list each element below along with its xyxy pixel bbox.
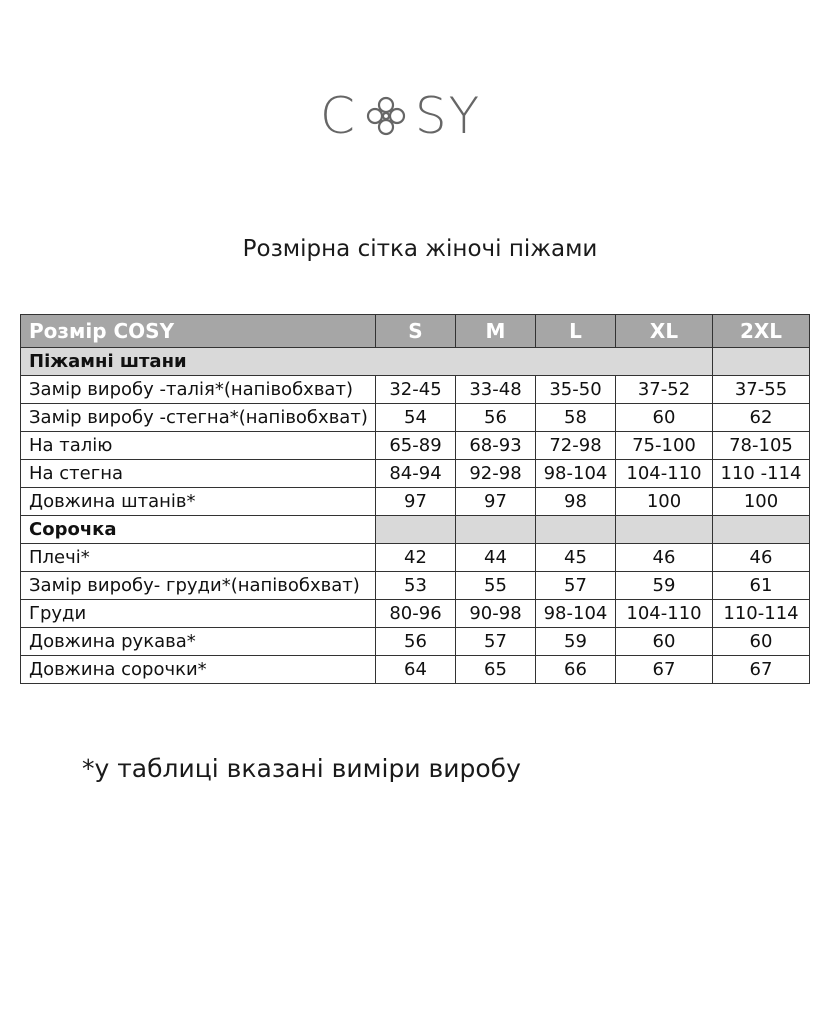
table-row: [21, 404, 810, 432]
row-label: Довжина сорочки*: [21, 656, 376, 684]
size-value-cell: 65: [456, 656, 536, 684]
row-label: Довжина штанів*: [21, 488, 376, 516]
size-value-cell: 80-96: [376, 600, 456, 628]
flower-icon: [361, 91, 411, 141]
row-label: Плечі*: [21, 544, 376, 572]
table-row: [21, 572, 810, 600]
size-chart-table: [20, 314, 810, 684]
table-row: [21, 600, 810, 628]
footnote: *у таблиці вказані виміри виробу: [82, 754, 521, 783]
size-value-cell: 44: [456, 544, 536, 572]
size-value-cell: 46: [713, 544, 810, 572]
size-value-cell: 110-114: [713, 600, 810, 628]
size-value-cell: 67: [713, 656, 810, 684]
header-size-m: M: [456, 315, 536, 348]
section-fill-cell: [376, 516, 456, 544]
size-value-cell: 97: [376, 488, 456, 516]
size-value-cell: 56: [456, 404, 536, 432]
size-value-cell: 64: [376, 656, 456, 684]
row-label: На талію: [21, 432, 376, 460]
size-value-cell: 46: [616, 544, 713, 572]
size-value-cell: 84-94: [376, 460, 456, 488]
size-value-cell: 65-89: [376, 432, 456, 460]
table-row: [21, 488, 810, 516]
table-row: [21, 376, 810, 404]
row-label: На стегна: [21, 460, 376, 488]
size-value-cell: 37-55: [713, 376, 810, 404]
size-value-cell: 56: [376, 628, 456, 656]
table-row: [21, 656, 810, 684]
table-row: [21, 628, 810, 656]
size-value-cell: 35-50: [536, 376, 616, 404]
table-header-row: [21, 315, 810, 348]
section-fill-cell: [616, 516, 713, 544]
logo-letter-c: C: [320, 87, 357, 145]
row-label: Замір виробу- груди*(напівобхват): [21, 572, 376, 600]
row-label: Довжина рукава*: [21, 628, 376, 656]
size-value-cell: 54: [376, 404, 456, 432]
section-fill-cell: [713, 516, 810, 544]
size-value-cell: 72-98: [536, 432, 616, 460]
section-row: [21, 348, 810, 376]
size-value-cell: 59: [616, 572, 713, 600]
size-value-cell: 78-105: [713, 432, 810, 460]
header-size-xl: XL: [616, 315, 713, 348]
size-value-cell: 42: [376, 544, 456, 572]
header-size-l: L: [536, 315, 616, 348]
size-value-cell: 61: [713, 572, 810, 600]
table-row: [21, 432, 810, 460]
table-row: [21, 460, 810, 488]
size-value-cell: 55: [456, 572, 536, 600]
size-value-cell: 97: [456, 488, 536, 516]
header-size-2xl: 2XL: [713, 315, 810, 348]
cosy-logo: [320, 86, 481, 146]
header-size-label: Розмір COSY: [21, 315, 376, 348]
size-value-cell: 60: [713, 628, 810, 656]
size-value-cell: 67: [616, 656, 713, 684]
size-value-cell: 75-100: [616, 432, 713, 460]
size-value-cell: 90-98: [456, 600, 536, 628]
size-value-cell: 104-110: [616, 600, 713, 628]
size-value-cell: 104-110: [616, 460, 713, 488]
row-label: Замір виробу -стегна*(напівобхват): [21, 404, 376, 432]
size-value-cell: 98-104: [536, 460, 616, 488]
section-title: Сорочка: [21, 516, 376, 544]
section-row: [21, 516, 810, 544]
size-value-cell: 53: [376, 572, 456, 600]
table-row: [21, 544, 810, 572]
size-value-cell: 60: [616, 404, 713, 432]
row-label: Замір виробу -талія*(напівобхват): [21, 376, 376, 404]
size-value-cell: 33-48: [456, 376, 536, 404]
size-value-cell: 100: [713, 488, 810, 516]
size-value-cell: 57: [456, 628, 536, 656]
size-value-cell: 59: [536, 628, 616, 656]
size-value-cell: 98-104: [536, 600, 616, 628]
size-value-cell: 62: [713, 404, 810, 432]
size-value-cell: 66: [536, 656, 616, 684]
size-value-cell: 57: [536, 572, 616, 600]
size-value-cell: 32-45: [376, 376, 456, 404]
logo-letters-sy: SY: [414, 87, 482, 145]
size-value-cell: 58: [536, 404, 616, 432]
size-value-cell: 68-93: [456, 432, 536, 460]
section-fill-cell: [536, 516, 616, 544]
size-value-cell: 60: [616, 628, 713, 656]
section-fill-cell: [713, 348, 810, 376]
header-size-s: S: [376, 315, 456, 348]
section-fill-cell: [456, 516, 536, 544]
size-value-cell: 37-52: [616, 376, 713, 404]
size-value-cell: 98: [536, 488, 616, 516]
size-value-cell: 110 -114: [713, 460, 810, 488]
row-label: Груди: [21, 600, 376, 628]
page-title: Розмірна сітка жіночі піжами: [242, 236, 598, 262]
size-value-cell: 92-98: [456, 460, 536, 488]
size-value-cell: 100: [616, 488, 713, 516]
size-value-cell: 45: [536, 544, 616, 572]
section-title: Піжамні штани: [21, 348, 713, 376]
